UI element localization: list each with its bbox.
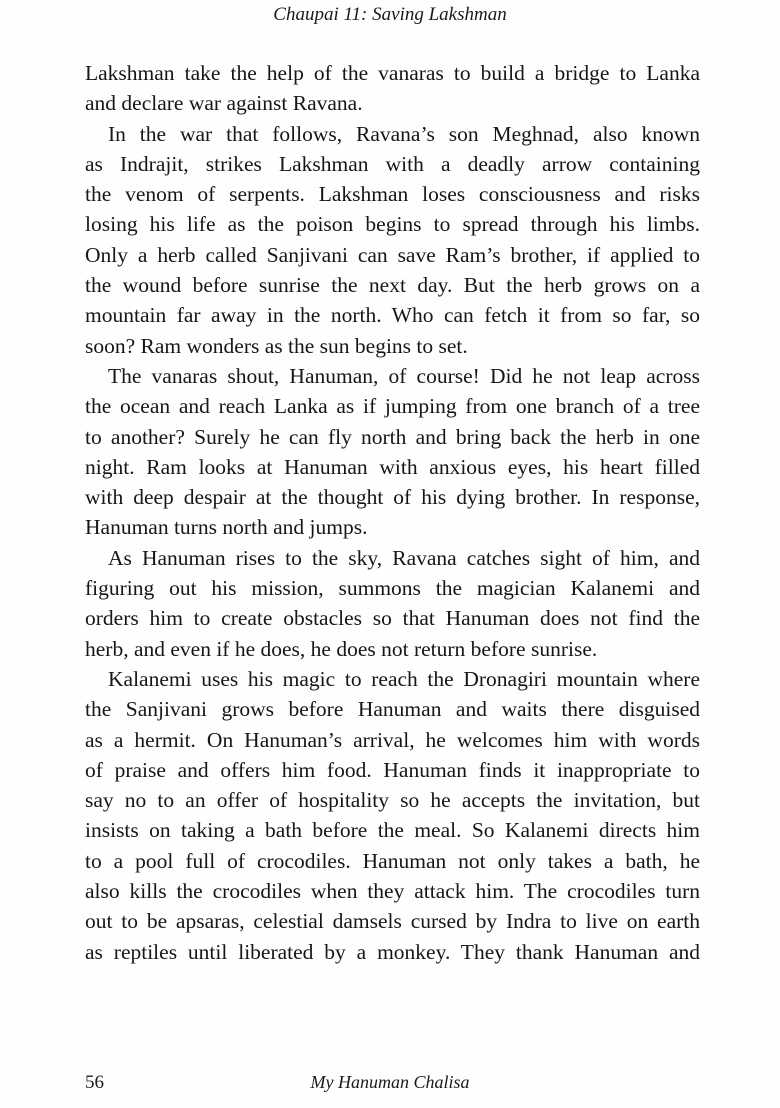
text-line: of praise and offers him food. Hanuman finds it inappropriate to (85, 757, 700, 782)
book-title: My Hanuman Chalisa (310, 1072, 470, 1092)
text-line: As Hanuman rises to the sky, Ravana catches sight of him, and (108, 545, 700, 570)
text-line: and declare war against Ravana. (85, 91, 363, 116)
text-line: to another? Surely he can fly north and bring back the herb in one (85, 424, 700, 449)
text-line: as Indrajit, strikes Lakshman with a deadly arrow containing (85, 151, 700, 176)
text-line: figuring out his mission, summons the magician Kalanemi and (85, 576, 700, 601)
text-line: insists on taking a bath before the meal. So Kalanemi directs him (85, 818, 700, 843)
text-line: losing his life as the poison begins to spread through his limbs. (85, 212, 700, 237)
text-line: Lakshman take the help of the vanaras to build a bridge to Lanka (85, 61, 700, 85)
text-line: soon? Ram wonders as the sun begins to set. (85, 333, 468, 358)
text-line: as reptiles until liberated by a monkey. They thank Hanuman and (85, 939, 700, 964)
text-line: say no to an offer of hospitality so he accepts the invitation, but (85, 788, 700, 813)
text-line: the venom of serpents. Lakshman loses consciousness and risks (85, 182, 700, 207)
text-line: the ocean and reach Lanka as if jumping from one branch of a tree (85, 394, 700, 419)
text-line: the Sanjivani grows before Hanuman and waits there disguised (85, 697, 700, 722)
text-line: Hanuman turns north and jumps. (85, 515, 368, 540)
page-number: 56 (85, 1072, 104, 1093)
text-line: night. Ram looks at Hanuman with anxious eyes, his heart filled (85, 454, 700, 479)
text-line: to a pool full of crocodiles. Hanuman not only takes a bath, he (85, 848, 700, 873)
paragraph (85, 58, 700, 119)
text-line: Only a herb called Sanjivani can save Ram’s brother, if applied to (85, 242, 700, 267)
text-line: as a hermit. On Hanuman’s arrival, he welcomes him with words (85, 727, 700, 752)
text-line: In the war that follows, Ravana’s son Meghnad, also known (108, 121, 700, 146)
text-line: Kalanemi uses his magic to reach the Dronagiri mountain where (108, 666, 700, 691)
text-line: out to be apsaras, celestial damsels cursed by Indra to live on earth (85, 909, 700, 934)
text-line: The vanaras shout, Hanuman, of course! Did he not leap across (108, 363, 700, 388)
text-line: also kills the crocodiles when they attack him. The crocodiles turn (85, 879, 700, 904)
text-line: with deep despair at the thought of his dying brother. In response, (85, 485, 700, 510)
paragraph (85, 664, 700, 967)
paragraph (85, 543, 700, 664)
paragraph (85, 361, 700, 543)
text-line: herb, and even if he does, he does not return before sunrise. (85, 636, 598, 661)
running-head: Chaupai 11: Saving Lakshman (273, 4, 507, 25)
text-line: mountain far away in the north. Who can fetch it from so far, so (85, 303, 700, 328)
text-line: the wound before sunrise the next day. But the herb grows on a (85, 273, 700, 298)
paragraph (85, 119, 700, 361)
text-line: orders him to create obstacles so that Hanuman does not find the (85, 606, 700, 631)
body-text (85, 58, 700, 967)
page-footer (0, 1072, 780, 1100)
